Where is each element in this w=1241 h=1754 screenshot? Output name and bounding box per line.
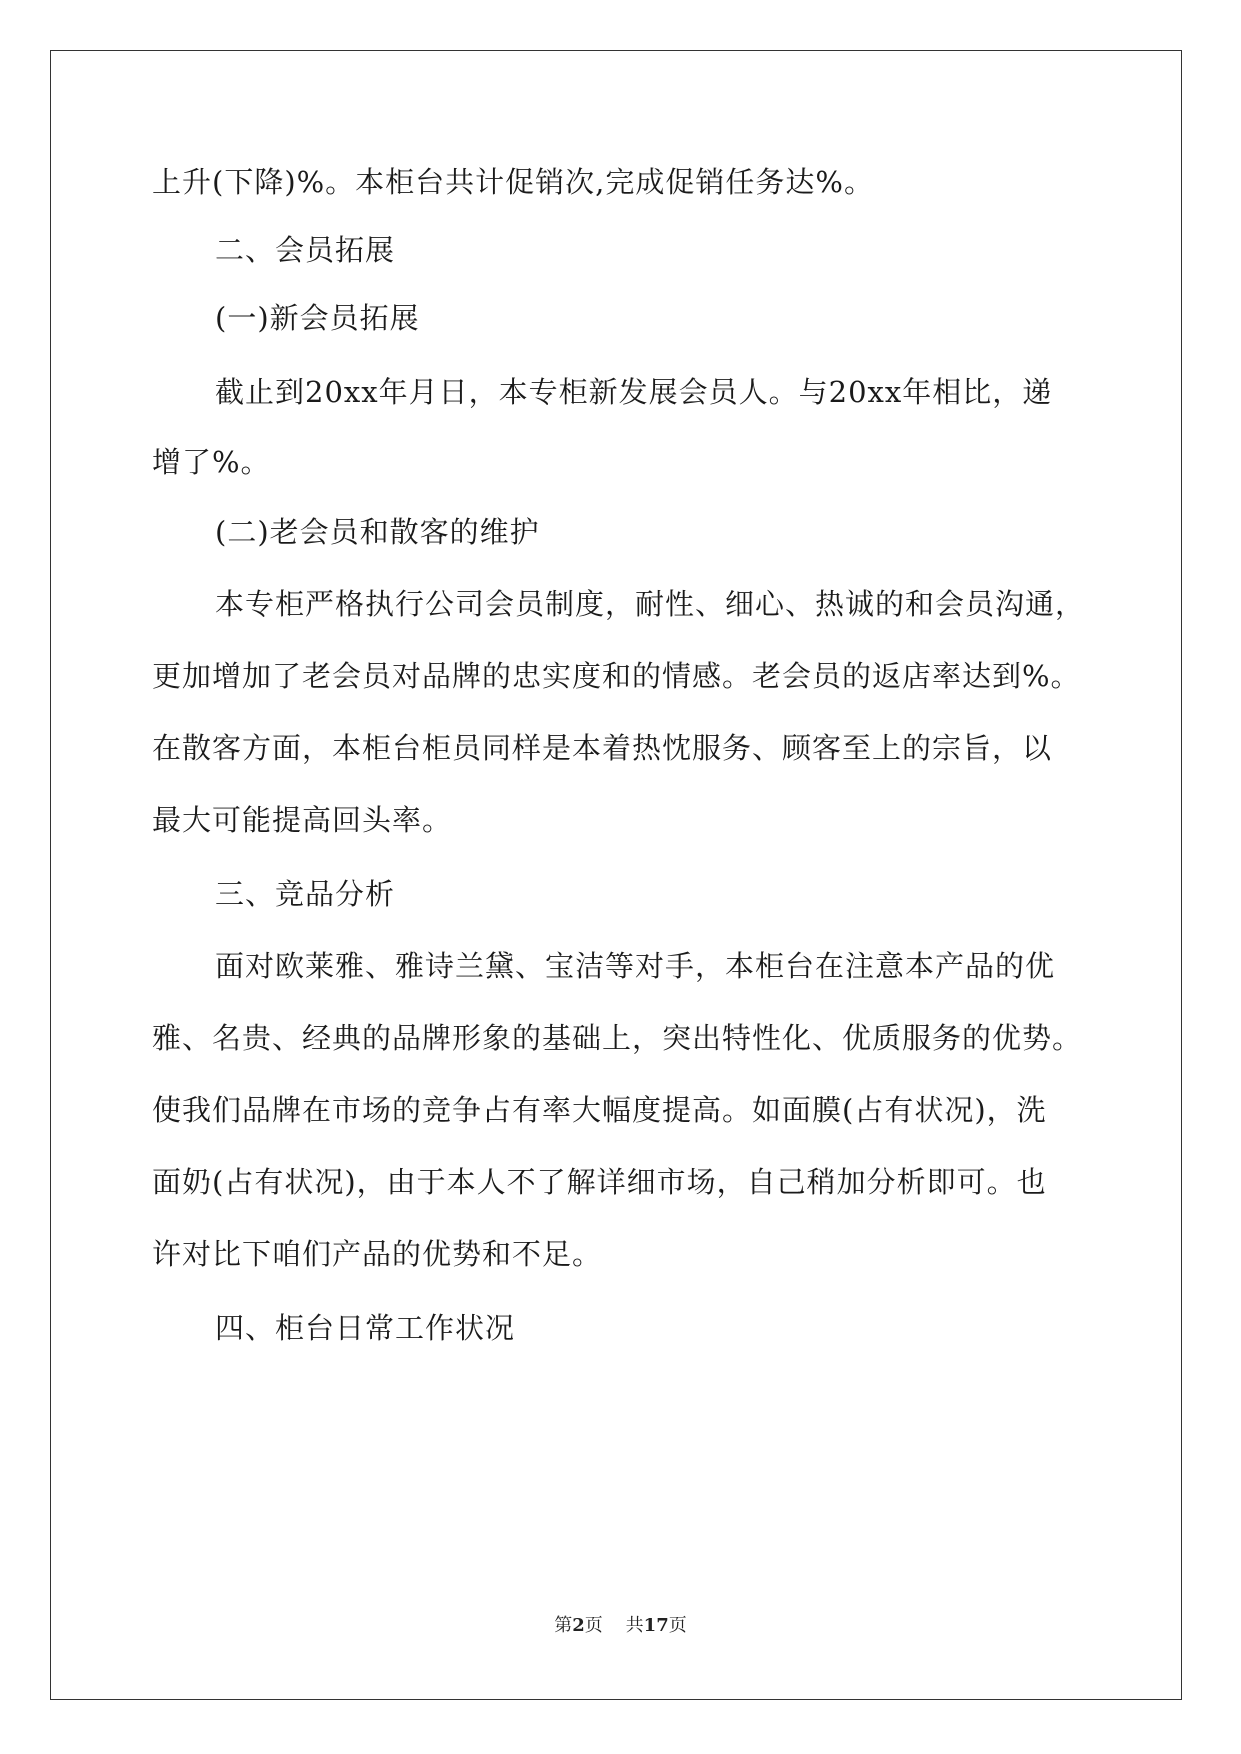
paragraph-line: 雅、名贵、经典的品牌形象的基础上，突出特性化、优质服务的优势。	[152, 1021, 1083, 1055]
subsection-heading-old-members: (二)老会员和散客的维护	[215, 515, 540, 549]
footer-total-suffix: 页	[668, 1615, 687, 1636]
paragraph-line: 更加增加了老会员对品牌的忠实度和的情感。老会员的返店率达到%。	[152, 659, 1081, 693]
footer-page-suffix: 页	[584, 1615, 603, 1636]
section-heading-competitors: 三、竞品分析	[215, 877, 396, 911]
paragraph-line: 使我们品牌在市场的竞争占有率大幅度提高。如面膜(占有状况)，洗	[152, 1093, 1047, 1127]
page-footer	[0, 1614, 1241, 1638]
paragraph-line: 上升(下降)%。本柜台共计促销次,完成促销任务达%。	[152, 165, 874, 199]
paragraph-line: 最大可能提高回头率。	[152, 803, 453, 837]
paragraph-line: 本专柜严格执行公司会员制度，耐性、细心、热诚的和会员沟通，	[215, 587, 1086, 621]
footer-total-prefix: 共	[625, 1615, 644, 1636]
current-page-number: 2	[572, 1615, 585, 1636]
paragraph-line: 增了%。	[152, 445, 271, 479]
paragraph-line: 面对欧莱雅、雅诗兰黛、宝洁等对手，本柜台在注意本产品的优	[215, 949, 1056, 983]
footer-prefix: 第	[554, 1615, 573, 1636]
paragraph-line: 在散客方面，本柜台柜员同样是本着热忱服务、顾客至上的宗旨，以	[152, 731, 1053, 765]
total-page-count: 17	[643, 1615, 669, 1636]
paragraph-line: 截止到20xx年月日，本专柜新发展会员人。与20xx年相比，递	[215, 375, 1053, 409]
paragraph-line: 许对比下咱们产品的优势和不足。	[152, 1237, 603, 1271]
section-heading-daily-work: 四、柜台日常工作状况	[215, 1311, 516, 1345]
paragraph-line: 面奶(占有状况)，由于本人不了解详细市场，自己稍加分析即可。也	[152, 1165, 1047, 1199]
section-heading-members: 二、会员拓展	[215, 233, 396, 267]
subsection-heading-new-members: (一)新会员拓展	[215, 301, 420, 335]
